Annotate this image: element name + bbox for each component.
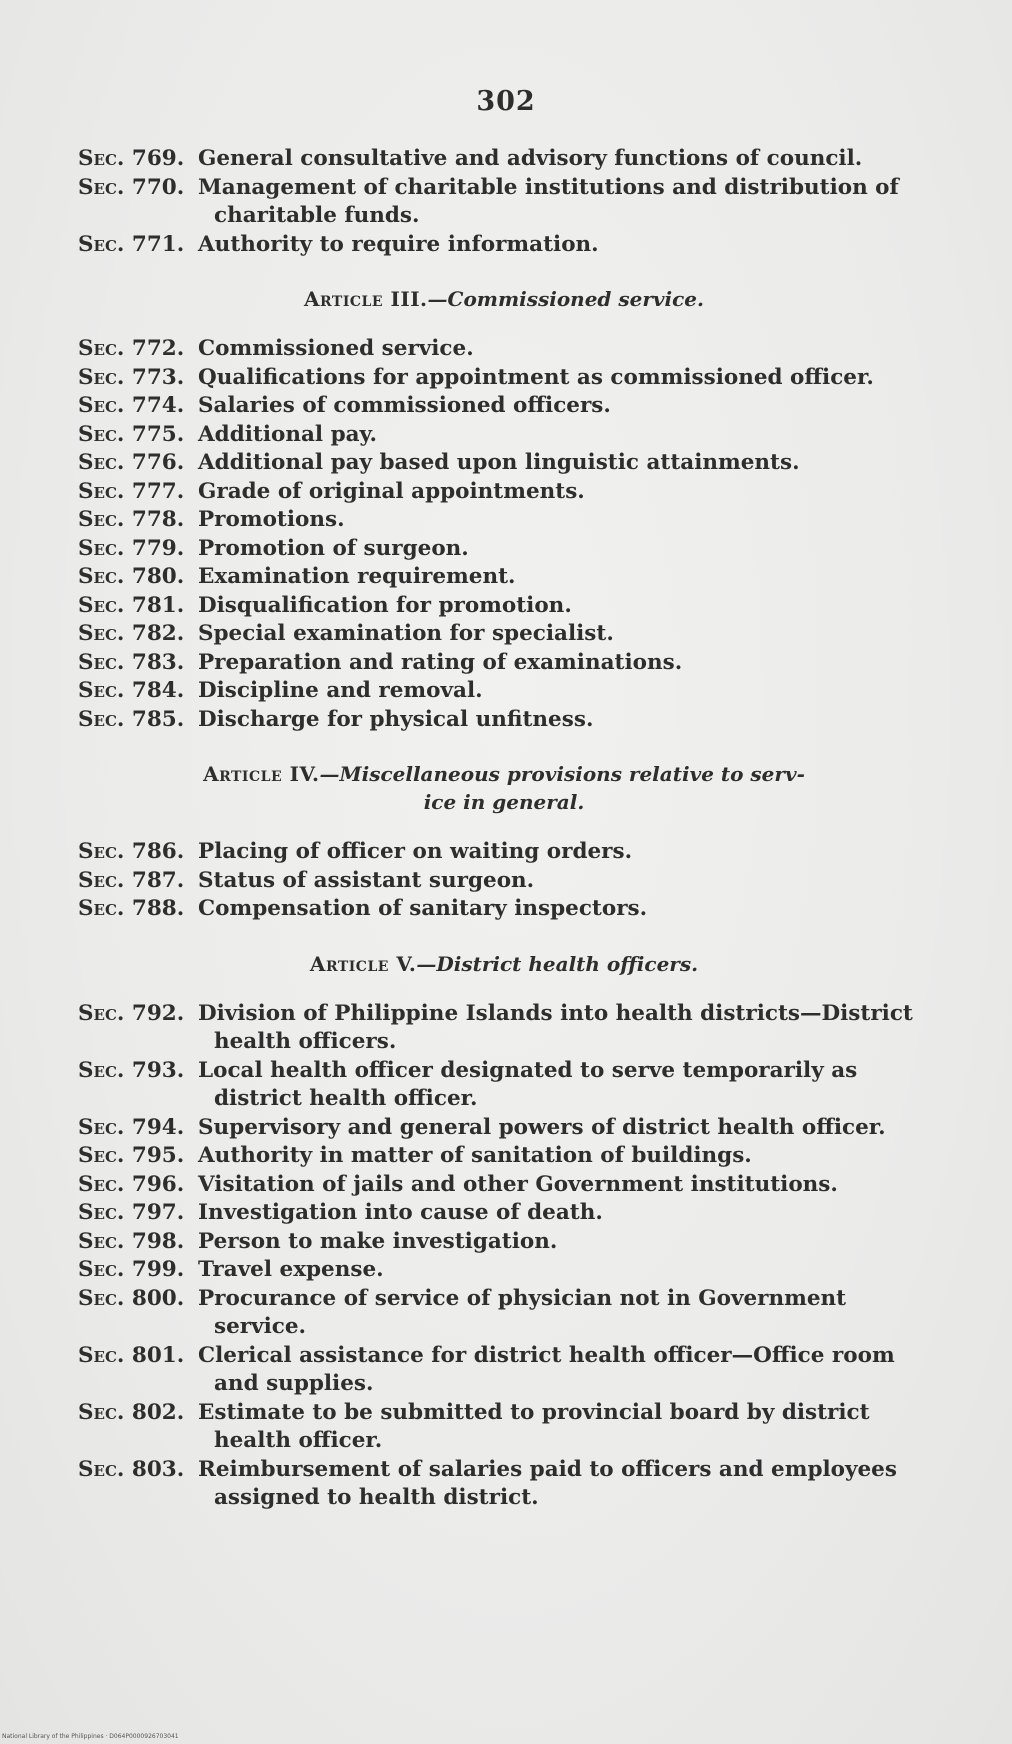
section-entry bbox=[78, 649, 930, 678]
page-number: 302 bbox=[476, 86, 536, 117]
section-entry bbox=[78, 1256, 930, 1285]
section-title bbox=[198, 449, 930, 478]
section-title-text: Investigation into cause of death. bbox=[198, 1200, 603, 1225]
section-entry bbox=[78, 421, 930, 450]
section-entry bbox=[78, 1057, 930, 1114]
section-title-text: Status of assistant surgeon. bbox=[198, 867, 535, 893]
section-number: Sec. 771. bbox=[78, 231, 185, 257]
section-number: Sec. 781. bbox=[78, 592, 185, 618]
section-title-text: Promotion of surgeon. bbox=[198, 535, 469, 561]
section-entry bbox=[78, 563, 930, 592]
section-title-text: Special examination for specialist. bbox=[198, 621, 614, 646]
section-title-text: Examination requirement. bbox=[198, 564, 516, 589]
section-title-continued: service. bbox=[214, 1314, 307, 1339]
section-entry bbox=[78, 1228, 930, 1257]
section-title-text: Discharge for physical unfitness. bbox=[198, 706, 594, 732]
section-number: Sec. 792. bbox=[78, 1000, 185, 1026]
article-label: Article V. bbox=[309, 951, 417, 976]
section-entry bbox=[78, 1285, 930, 1342]
section-title-continued: health officer. bbox=[214, 1428, 383, 1453]
section-title-text: Estimate to be submitted to provincial board by district bbox=[198, 1399, 870, 1425]
section-number: Sec. 797. bbox=[78, 1200, 185, 1225]
section-title bbox=[198, 231, 930, 260]
section-title bbox=[198, 1285, 930, 1342]
section-entry bbox=[78, 1199, 930, 1228]
section-title bbox=[198, 649, 930, 678]
section-number: Sec. 795. bbox=[78, 1143, 185, 1168]
section-title bbox=[198, 838, 930, 867]
article-label: Article III. bbox=[304, 287, 428, 311]
section-title-text: Compensation of sanitary inspectors. bbox=[198, 896, 648, 921]
section-number: Sec. 802. bbox=[78, 1399, 185, 1425]
table-of-sections bbox=[78, 145, 930, 1513]
section-title bbox=[198, 1456, 930, 1513]
section-title-text: General consultative and advisory functions of council. bbox=[198, 146, 863, 171]
section-entry bbox=[78, 838, 930, 867]
section-group-2 bbox=[78, 335, 930, 734]
scan-credit: National Library of the Philippines · D064P0000926703041 bbox=[2, 1733, 179, 1740]
section-title bbox=[198, 563, 930, 592]
section-entry bbox=[78, 449, 930, 478]
section-title-text: Authority in matter of sanitation of buildings. bbox=[198, 1143, 752, 1168]
section-title bbox=[198, 1142, 930, 1171]
section-title bbox=[198, 392, 930, 421]
section-title bbox=[198, 1114, 930, 1143]
section-number: Sec. 777. bbox=[78, 478, 185, 504]
section-title-text: Placing of officer on waiting orders. bbox=[198, 839, 633, 864]
section-entry bbox=[78, 145, 930, 174]
section-title-text: Local health officer designated to serve temporarily as bbox=[198, 1057, 858, 1083]
section-title bbox=[198, 706, 930, 735]
section-title-text: Procurance of service of physician not in Government bbox=[198, 1285, 847, 1311]
article-heading-iii bbox=[78, 285, 930, 313]
section-title bbox=[198, 1057, 930, 1114]
section-number: Sec. 801. bbox=[78, 1342, 185, 1368]
section-title bbox=[198, 1199, 930, 1228]
section-number: Sec. 798. bbox=[78, 1228, 185, 1254]
article-subject-continued: ice in general. bbox=[423, 790, 585, 814]
section-title-text: Promotions. bbox=[198, 507, 345, 532]
article-label: Article IV. bbox=[203, 762, 320, 786]
section-title-continued: health officers. bbox=[214, 1029, 397, 1054]
section-number: Sec. 784. bbox=[78, 678, 185, 703]
section-number: Sec. 769. bbox=[78, 146, 185, 171]
section-number: Sec. 800. bbox=[78, 1285, 185, 1311]
section-title bbox=[198, 145, 930, 174]
section-number: Sec. 788. bbox=[78, 896, 185, 921]
section-number: Sec. 794. bbox=[78, 1114, 185, 1140]
section-entry bbox=[78, 1000, 930, 1057]
section-title bbox=[198, 478, 930, 507]
section-entry bbox=[78, 706, 930, 735]
section-number: Sec. 783. bbox=[78, 649, 185, 675]
section-number: Sec. 799. bbox=[78, 1257, 185, 1282]
section-number: Sec. 786. bbox=[78, 839, 185, 864]
section-title bbox=[198, 1228, 930, 1257]
section-entry bbox=[78, 1399, 930, 1456]
section-title-text: Qualifications for appointment as commissioned officer. bbox=[198, 364, 874, 390]
section-entry bbox=[78, 592, 930, 621]
section-number: Sec. 775. bbox=[78, 421, 185, 447]
section-entry bbox=[78, 392, 930, 421]
section-title bbox=[198, 174, 930, 231]
section-number: Sec. 780. bbox=[78, 564, 185, 589]
section-number: Sec. 779. bbox=[78, 535, 185, 561]
section-title-text: Clerical assistance for district health officer—Office room bbox=[198, 1342, 895, 1368]
section-number: Sec. 793. bbox=[78, 1057, 185, 1083]
section-title bbox=[198, 895, 930, 924]
section-title-text: Disqualification for promotion. bbox=[198, 592, 572, 618]
section-number: Sec. 774. bbox=[78, 393, 185, 418]
section-title bbox=[198, 1000, 930, 1057]
section-number: Sec. 773. bbox=[78, 364, 185, 390]
section-group-1 bbox=[78, 145, 930, 259]
section-title-continued: charitable funds. bbox=[214, 203, 420, 228]
section-entry bbox=[78, 506, 930, 535]
section-title-continued: and supplies. bbox=[214, 1371, 374, 1396]
section-entry bbox=[78, 335, 930, 364]
section-title bbox=[198, 1399, 930, 1456]
section-title-text: Person to make investigation. bbox=[198, 1228, 558, 1254]
section-entry bbox=[78, 364, 930, 393]
section-title bbox=[198, 421, 930, 450]
section-title-text: Reimbursement of salaries paid to officers and employees bbox=[198, 1456, 897, 1482]
section-title-continued: district health officer. bbox=[214, 1086, 478, 1111]
section-entry bbox=[78, 677, 930, 706]
section-title bbox=[198, 1171, 930, 1200]
section-entry bbox=[78, 895, 930, 924]
section-title-text: Authority to require information. bbox=[198, 231, 599, 257]
section-title-text: Management of charitable institutions and distribution of bbox=[198, 174, 899, 200]
section-entry bbox=[78, 1456, 930, 1513]
section-title bbox=[198, 1342, 930, 1399]
section-number: Sec. 787. bbox=[78, 867, 185, 893]
section-entry bbox=[78, 535, 930, 564]
section-title-text: Supervisory and general powers of district health officer. bbox=[198, 1114, 886, 1140]
section-title-text: Grade of original appointments. bbox=[198, 478, 585, 504]
section-title-continued: assigned to health district. bbox=[214, 1485, 539, 1510]
section-entry bbox=[78, 478, 930, 507]
section-title bbox=[198, 620, 930, 649]
section-title-text: Discipline and removal. bbox=[198, 678, 483, 703]
section-group-3 bbox=[78, 838, 930, 924]
section-title-text: Commissioned service. bbox=[198, 336, 474, 361]
article-subject: —Miscellaneous provisions relative to serv- bbox=[319, 762, 805, 786]
section-number: Sec. 776. bbox=[78, 450, 185, 475]
section-title bbox=[198, 677, 930, 706]
section-title-text: Preparation and rating of examinations. bbox=[198, 649, 683, 675]
section-number: Sec. 782. bbox=[78, 621, 185, 646]
section-number: Sec. 803. bbox=[78, 1456, 185, 1482]
section-title bbox=[198, 364, 930, 393]
section-title bbox=[198, 506, 930, 535]
section-entry bbox=[78, 867, 930, 896]
section-title-text: Division of Philippine Islands into health districts—District bbox=[198, 1000, 913, 1026]
section-entry bbox=[78, 620, 930, 649]
section-entry bbox=[78, 1142, 930, 1171]
section-title-text: Salaries of commissioned officers. bbox=[198, 393, 611, 418]
section-entry bbox=[78, 231, 930, 260]
section-title bbox=[198, 592, 930, 621]
section-title bbox=[198, 535, 930, 564]
article-subject: —Commissioned service. bbox=[427, 287, 704, 311]
section-number: Sec. 785. bbox=[78, 706, 185, 732]
section-title-text: Visitation of jails and other Government institutions. bbox=[198, 1171, 838, 1197]
article-heading-iv bbox=[78, 760, 930, 816]
article-subject: —District health officers. bbox=[416, 951, 699, 976]
section-title-text: Travel expense. bbox=[198, 1257, 384, 1282]
section-number: Sec. 796. bbox=[78, 1171, 185, 1197]
section-title bbox=[198, 335, 930, 364]
section-title-text: Additional pay based upon linguistic attainments. bbox=[198, 450, 800, 475]
section-number: Sec. 770. bbox=[78, 174, 185, 200]
section-title bbox=[198, 867, 930, 896]
section-entry bbox=[78, 1171, 930, 1200]
section-entry bbox=[78, 1114, 930, 1143]
section-entry bbox=[78, 1342, 930, 1399]
article-heading-v bbox=[78, 950, 930, 978]
section-number: Sec. 778. bbox=[78, 507, 185, 532]
section-title bbox=[198, 1256, 930, 1285]
section-title-text: Additional pay. bbox=[198, 421, 378, 447]
section-entry bbox=[78, 174, 930, 231]
section-number: Sec. 772. bbox=[78, 336, 185, 361]
section-group-4 bbox=[78, 1000, 930, 1513]
